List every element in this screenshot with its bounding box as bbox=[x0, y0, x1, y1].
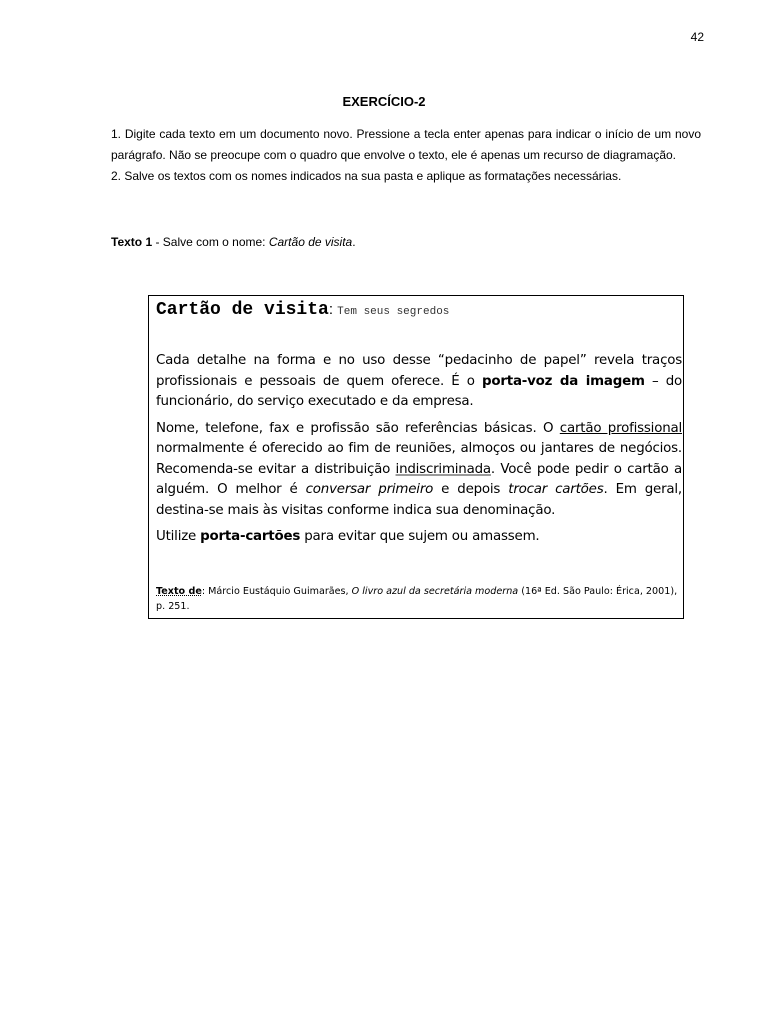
text-label bbox=[111, 235, 356, 249]
box-title-separator: : bbox=[328, 301, 338, 318]
source-book-title: O livro azul da secretária moderna bbox=[351, 586, 519, 597]
paragraph-1-text-b: – do funcionário, do serviço executado e da empresa. bbox=[156, 373, 682, 409]
box-title-subtitle: Tem seus segredos bbox=[337, 306, 450, 318]
paragraph-2-text-b: normalmente é oferecido ao fim de reuniões, almoços ou jantares de negócios. Recomenda-se evitar a distribuição bbox=[156, 441, 682, 477]
paragraph-1-text-a: Cada detalhe na forma e no uso desse “pedacinho de papel” revela traços profissionais e pessoais de quem oferece. É o bbox=[156, 353, 682, 389]
source-text-a: : Márcio Eustáquio Guimarães, bbox=[201, 586, 352, 597]
instructions bbox=[111, 124, 701, 187]
exercise-title: EXERCÍCIO-2 bbox=[342, 94, 426, 109]
source-citation bbox=[156, 584, 681, 614]
text-label-prefix: Texto 1 bbox=[111, 235, 153, 249]
paragraph-2-text-d: e depois bbox=[433, 482, 509, 497]
instruction-item-1: 1. Digite cada texto em um documento novo. Pressione a tecla enter apenas para indicar o início de um novo parágrafo. Não se preocupe com o quadro que envolve o texto, ele é apenas um recurso de diagramação. bbox=[111, 127, 701, 162]
paragraph-2-underline-2: indiscriminada bbox=[395, 461, 491, 477]
text-label-suffix: . bbox=[352, 235, 356, 249]
paragraph-3 bbox=[156, 527, 682, 548]
text-box bbox=[148, 295, 684, 619]
paragraph-3-bold: porta-cartões bbox=[200, 529, 301, 544]
box-title-main: Cartão de visita bbox=[156, 300, 329, 320]
paragraph-2-italic-2: trocar cartões bbox=[508, 482, 604, 497]
paragraph-1-bold: porta-voz da imagem bbox=[481, 373, 645, 389]
paragraph-2-text-a: Nome, telefone, fax e profissão são referências básicas. O bbox=[156, 420, 560, 436]
source-label: Texto de bbox=[156, 586, 202, 597]
paragraph-3-text-b: para evitar que sujem ou amassem. bbox=[300, 529, 540, 544]
text-label-middle: - Salve com o nome: bbox=[152, 235, 269, 249]
paragraph-2 bbox=[156, 419, 682, 522]
paragraph-2-text-e: . Em geral, destina-se mais às visitas conforme indica sua denominação. bbox=[156, 482, 682, 518]
source-text-b: (16ª Ed. São Paulo: Érica, 2001), p. 251. bbox=[156, 586, 678, 612]
text-label-filename: Cartão de visita bbox=[268, 235, 353, 249]
page-number: 42 bbox=[690, 30, 704, 44]
instruction-item-2: 2. Salve os textos com os nomes indicados na sua pasta e aplique as formatações necessárias. bbox=[111, 169, 622, 183]
box-title bbox=[156, 298, 682, 324]
paragraph-1 bbox=[156, 351, 682, 413]
box-body bbox=[156, 351, 682, 548]
paragraph-3-text-a: Utilize bbox=[156, 529, 201, 544]
paragraph-2-text-c: . Você pode pedir o cartão a alguém. O melhor é bbox=[156, 461, 682, 497]
paragraph-2-underline-1: cartão profissional bbox=[559, 420, 683, 436]
paragraph-2-italic-1: conversar primeiro bbox=[305, 482, 434, 497]
